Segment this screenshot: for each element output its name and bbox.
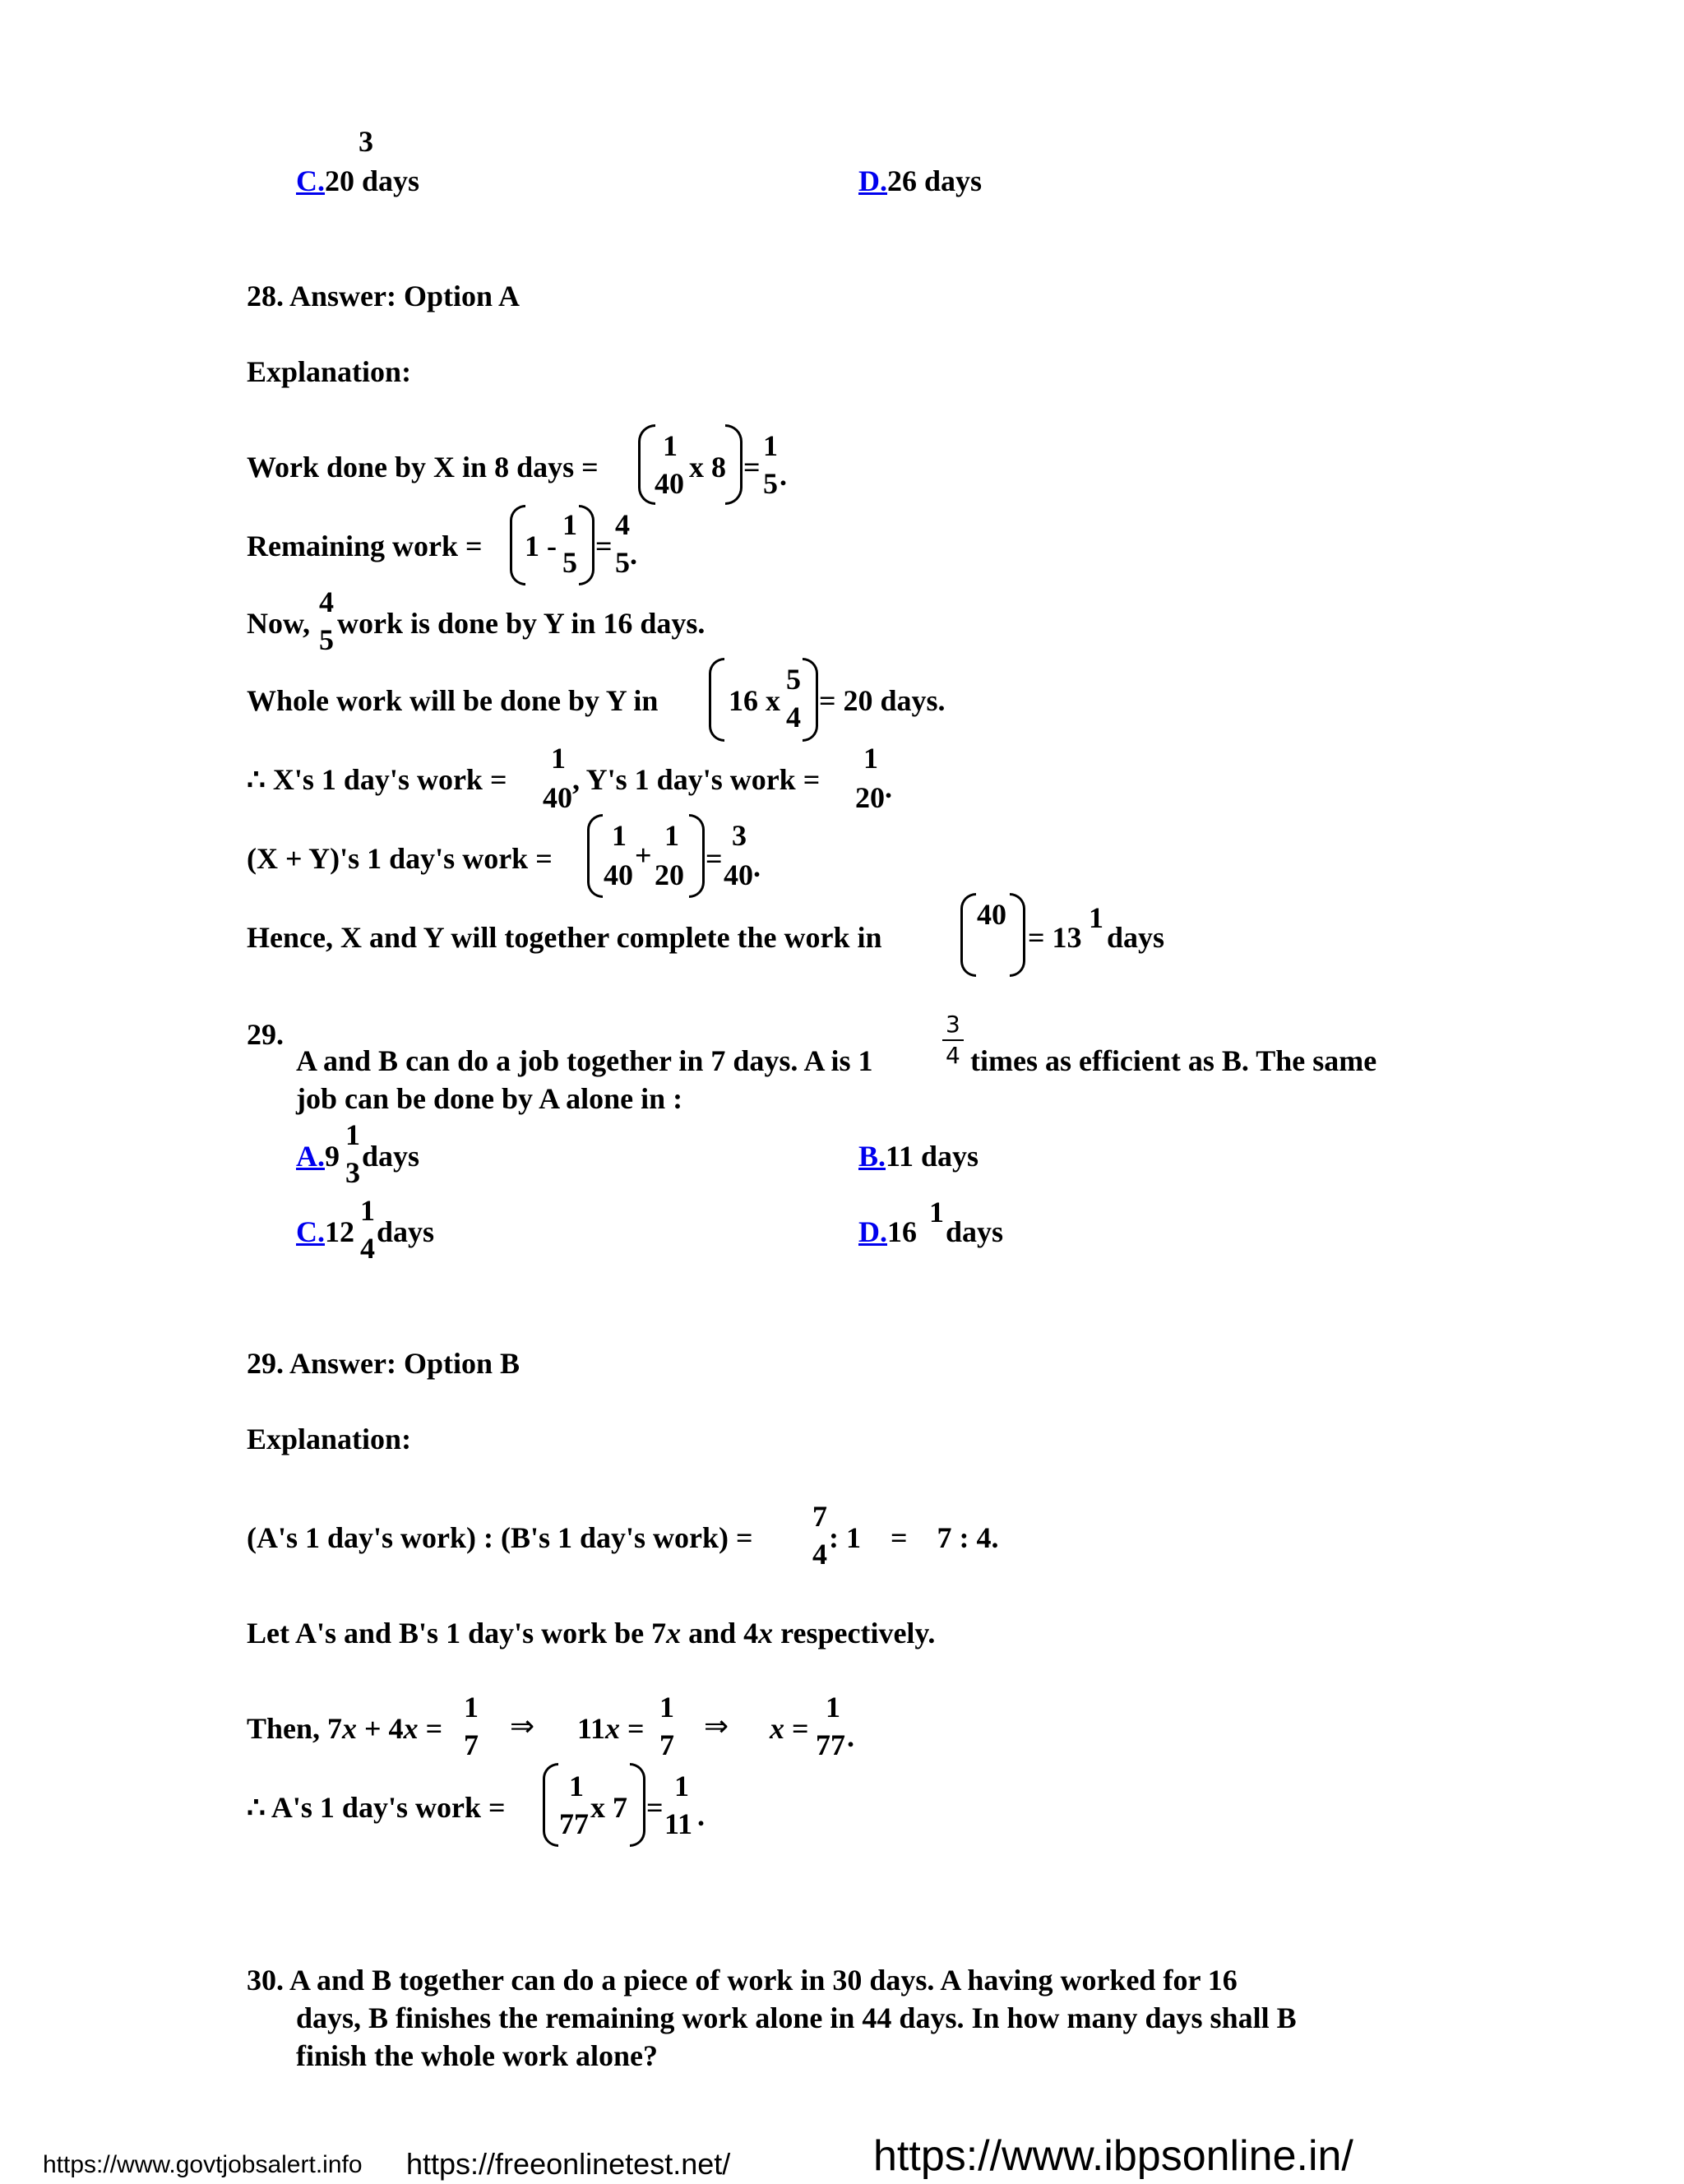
- a29-line3-arrow1: ⇒: [510, 1710, 535, 1743]
- a29-line3-mid: [577, 1714, 645, 1743]
- a28-line6-den3: 40: [724, 858, 753, 891]
- a28-line1-period: .: [780, 459, 787, 492]
- a28-line1-mult: x 8: [689, 451, 726, 484]
- q29-option-c-link[interactable]: C.: [296, 1215, 325, 1248]
- a28-line1-num2: 1: [763, 429, 778, 462]
- a28-line2-den2: 5: [615, 546, 630, 579]
- a29-line4-num1: 1: [569, 1770, 584, 1802]
- answer-29-explanation-label: Explanation:: [247, 1423, 412, 1455]
- q29-number: 29.: [247, 1018, 284, 1051]
- a29-line3-x1: x: [342, 1712, 358, 1745]
- a28-line6-left-paren: [587, 814, 603, 898]
- q29-option-a-whole: 9: [325, 1140, 340, 1173]
- a28-line1-num1: 1: [663, 429, 678, 462]
- a29-line4-num2: 1: [674, 1770, 689, 1802]
- a28-line7-pre: Hence, X and Y will together complete the work in: [247, 921, 882, 954]
- a28-line6-pre: (X + Y)'s 1 day's work =: [247, 842, 553, 875]
- a29-line4-mult: x 7: [590, 1791, 627, 1824]
- a28-line6-num3: 3: [732, 819, 747, 852]
- footer-url-ibpsonline[interactable]: https://www.ibpsonline.in/: [873, 2132, 1353, 2180]
- a29-line3-b: + 4: [357, 1712, 404, 1745]
- answer-28-heading: 28. Answer: Option A: [247, 280, 520, 312]
- answer-29-heading: 29. Answer: Option B: [247, 1347, 520, 1380]
- a28-line1-text: Work done by X in 8 days =: [247, 451, 599, 484]
- q29-option-c: [296, 1217, 354, 1247]
- q30-line2: days, B finishes the remaining work alone in 44 days. In how many days shall B: [296, 2001, 1297, 2034]
- a28-line2-one: 1 -: [525, 530, 557, 562]
- a28-line6-num1: 1: [612, 819, 627, 852]
- a28-line1-den1: 40: [655, 467, 684, 500]
- a28-line4-num: 5: [786, 663, 801, 696]
- a28-line6-num2: 1: [664, 819, 679, 852]
- q29-option-d-link[interactable]: D.: [858, 1215, 887, 1248]
- a28-line2-den1: 5: [562, 546, 577, 579]
- a28-line7-eq: = 13: [1028, 921, 1082, 954]
- q27-option-d-text: 26 days: [887, 164, 983, 197]
- a28-line4-right-paren: [803, 658, 818, 742]
- a28-line6-plus: +: [635, 839, 652, 872]
- a29-line4-den1: 77: [559, 1807, 589, 1840]
- a28-line1-left-paren: [638, 424, 655, 505]
- a29-line3-num1: 1: [464, 1691, 479, 1724]
- a28-line3-den: 5: [319, 623, 334, 656]
- a28-line4-post: = 20 days.: [819, 684, 946, 717]
- a28-line2-num1: 1: [562, 508, 577, 541]
- a29-line2-a: Let A's and B's 1 day's work be 7: [247, 1617, 667, 1650]
- a29-line4-den2: 11: [664, 1807, 693, 1840]
- a28-line6-right-paren: [689, 814, 705, 898]
- a28-line5-mid: , Y's 1 day's work =: [572, 763, 821, 796]
- a29-line4-period: .: [697, 1799, 705, 1832]
- a29-line3-x3: x: [605, 1712, 621, 1745]
- a29-line1-den: 4: [812, 1538, 827, 1571]
- a28-line2-num2: 4: [615, 508, 630, 541]
- q29-text-part1: A and B can do a job together in 7 days. A is 1: [296, 1044, 873, 1077]
- q27-option-c-superscript: 3: [359, 125, 373, 158]
- q29-text-line2: job can be done by A alone in :: [296, 1082, 683, 1115]
- a28-line5-num1: 1: [551, 742, 566, 775]
- a29-line3-f: =: [784, 1712, 809, 1745]
- a29-line3-x2: x: [403, 1712, 419, 1745]
- a28-line7-sup: 1: [1089, 901, 1103, 934]
- q29-option-c-text: days: [377, 1215, 435, 1248]
- a29-line3-den3: 77: [816, 1728, 845, 1761]
- q29-option-a: [296, 1141, 340, 1171]
- q29-option-c-num: 1: [360, 1194, 375, 1227]
- q29-option-d-sup: 1: [929, 1196, 944, 1228]
- a29-line3-e: =: [620, 1712, 645, 1745]
- a28-line2-right-paren: [579, 505, 594, 585]
- a29-line2-c: respectively.: [773, 1617, 936, 1650]
- q29-option-b-text: 11 days: [886, 1140, 979, 1173]
- q29-text-part2: times as efficient as B. The same: [970, 1044, 1377, 1077]
- a28-line6-den1: 40: [604, 858, 633, 891]
- a29-line2-x2: x: [758, 1617, 774, 1650]
- q27-option-c-link[interactable]: C.: [296, 164, 325, 197]
- a28-line5-pre: ∴ X's 1 day's work =: [247, 763, 507, 796]
- a28-line2-eq: =: [595, 530, 613, 562]
- q29-option-d-text: days: [946, 1215, 1004, 1248]
- a28-line2-text: Remaining work =: [247, 530, 483, 562]
- a28-line6-period: .: [753, 850, 761, 883]
- a29-line1-post: : 1 = 7 : 4.: [829, 1521, 999, 1554]
- q30-line3: finish the whole work alone?: [296, 2039, 659, 2072]
- a28-line7-left-paren: [960, 893, 976, 977]
- q29-option-d: [858, 1217, 917, 1247]
- a29-line3-right: [770, 1714, 809, 1743]
- a29-line3-arrow2: ⇒: [704, 1710, 729, 1743]
- a29-line1-pre: (A's 1 day's work) : (B's 1 day's work) =: [247, 1521, 753, 1554]
- a28-line5-den1: 40: [543, 781, 572, 814]
- a28-line1-right-paren: [725, 424, 743, 505]
- a29-line3-d: 11: [577, 1712, 606, 1745]
- q29-option-a-link[interactable]: A.: [296, 1140, 325, 1173]
- a28-line1-eq: =: [743, 451, 761, 484]
- q27-option-d: [858, 166, 982, 196]
- a28-line5-period: .: [885, 771, 892, 804]
- a29-line4-left-paren: [543, 1763, 558, 1847]
- q29-option-c-whole: 12: [325, 1215, 354, 1248]
- q29-frac-den: 4: [946, 1042, 960, 1069]
- q29-option-c-den: 4: [360, 1232, 375, 1265]
- q29-frac-bar: [942, 1039, 964, 1041]
- a28-line4-text: Whole work will be done by Y in: [247, 684, 659, 717]
- a28-line7-right-paren: [1010, 893, 1025, 977]
- a29-line4-pre: ∴ A's 1 day's work =: [247, 1791, 506, 1824]
- a28-line5-den2: 20: [855, 781, 885, 814]
- a29-line2-x1: x: [666, 1617, 682, 1650]
- a29-line3-c: =: [418, 1712, 443, 1745]
- a28-line6-den2: 20: [655, 858, 684, 891]
- a29-line1-num: 7: [812, 1500, 827, 1533]
- a29-line3-a: Then, 7: [247, 1712, 343, 1745]
- q30-line1: 30. A and B together can do a piece of work in 30 days. A having worked for 16: [247, 1964, 1238, 1997]
- answer-28-explanation-label: Explanation:: [247, 355, 412, 388]
- footer-url-freeonlinetest[interactable]: https://freeonlinetest.net/: [406, 2147, 731, 2181]
- a28-line6-eq: =: [706, 842, 723, 875]
- a28-line3-num: 4: [319, 585, 334, 618]
- q29-option-d-whole: 16: [887, 1215, 917, 1248]
- a29-line2-b: and 4: [681, 1617, 759, 1650]
- a29-line3-num2: 1: [659, 1691, 674, 1724]
- q29-option-b-link[interactable]: B.: [858, 1140, 886, 1173]
- a29-line3-left: [247, 1714, 442, 1743]
- a29-line3-den1: 7: [464, 1728, 479, 1761]
- q27-option-d-link[interactable]: D.: [858, 164, 887, 197]
- a28-line3-post: work is done by Y in 16 days.: [337, 607, 706, 640]
- q29-frac-num: 3: [946, 1011, 960, 1038]
- a29-line3-den2: 7: [659, 1728, 674, 1761]
- q27-option-c: [296, 166, 419, 196]
- q29-option-a-den: 3: [345, 1156, 360, 1189]
- a29-line3-x4: x: [770, 1712, 784, 1745]
- a28-line7-post: days: [1107, 921, 1165, 954]
- q29-option-a-text: days: [362, 1140, 420, 1173]
- a28-line4-den: 4: [786, 701, 801, 733]
- a28-line2-period: .: [630, 538, 637, 571]
- q29-option-b: [858, 1141, 978, 1171]
- a29-line2: [247, 1618, 935, 1648]
- a29-line3-period: .: [847, 1720, 854, 1753]
- a29-line3-num3: 1: [826, 1691, 840, 1724]
- a28-line1-den2: 5: [763, 467, 778, 500]
- a29-line4-eq: =: [646, 1791, 664, 1824]
- q27-option-c-text: 20 days: [325, 164, 420, 197]
- footer-url-govtjobsalert[interactable]: https://www.govtjobsalert.info: [43, 2151, 363, 2178]
- a29-line4-right-paren: [630, 1763, 645, 1847]
- a28-line5-num2: 1: [863, 742, 878, 775]
- a28-line2-left-paren: [510, 505, 525, 585]
- a28-line4-inner: 16 x: [729, 684, 780, 717]
- a28-line3-pre: Now,: [247, 607, 311, 640]
- q29-option-a-num: 1: [345, 1118, 360, 1151]
- a28-line4-left-paren: [709, 658, 724, 742]
- a28-line7-inner: 40: [977, 898, 1006, 931]
